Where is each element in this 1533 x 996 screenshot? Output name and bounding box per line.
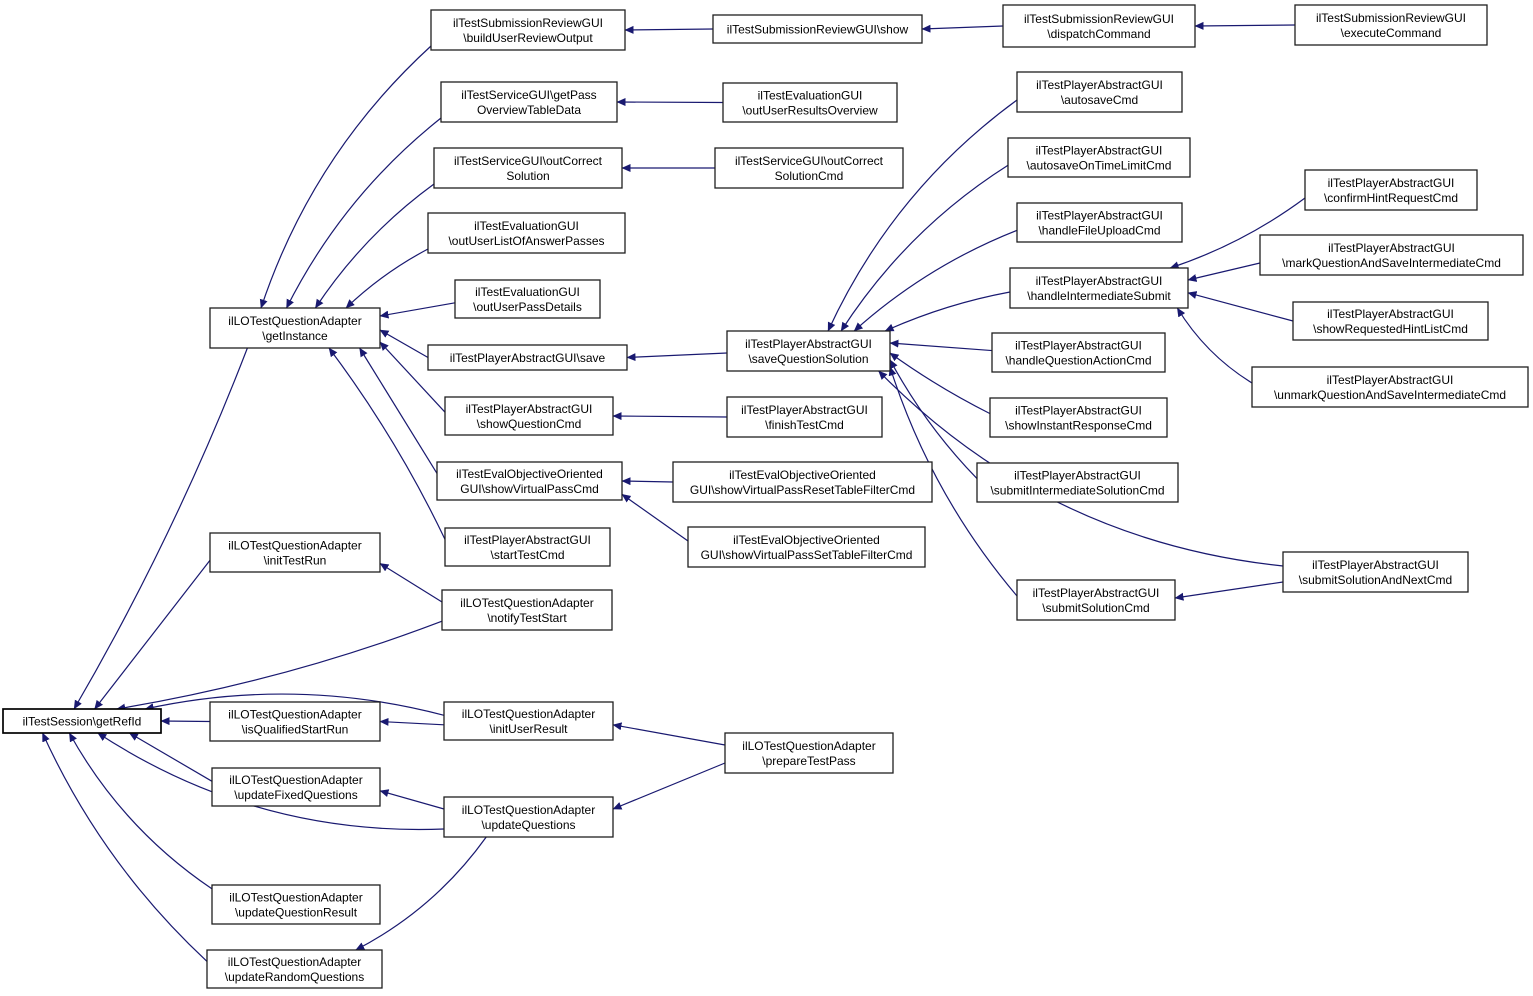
graph-node-handleIntermediateSubmit[interactable] bbox=[1010, 268, 1188, 308]
graph-node-outUserListOfAnswerPasses[interactable] bbox=[428, 213, 625, 253]
node-label-line: ilTestSubmissionReviewGUI bbox=[1023, 12, 1175, 26]
node-label-line: ilLOTestQuestionAdapter bbox=[228, 314, 362, 328]
node-label-line: \initUserResult bbox=[489, 722, 568, 736]
node-label-line: ilTestPlayerAbstractGUI bbox=[1327, 307, 1454, 321]
edge-updateQuestionResult-getRefId bbox=[69, 733, 212, 889]
node-label-line: \getInstance bbox=[262, 329, 328, 343]
node-label-line: ilTestEvalObjectiveOriented bbox=[456, 467, 603, 481]
graph-node-outCorrectSolutionCmd[interactable] bbox=[715, 148, 903, 188]
graph-node-submitIntermediateSolutionCmd[interactable] bbox=[977, 463, 1178, 502]
node-label-line: ilTestEvaluationGUI bbox=[757, 88, 863, 103]
edge-show-buildUserReviewOutput bbox=[625, 29, 713, 30]
node-label-line: \confirmHintRequestCmd bbox=[1323, 191, 1459, 205]
graph-node-outUserPassDetails[interactable] bbox=[455, 280, 600, 318]
node-label-line: \showRequestedHintListCmd bbox=[1313, 322, 1468, 336]
node-label-line: GUI\showVirtualPassCmd bbox=[460, 482, 599, 496]
edge-initTestRun-getRefId bbox=[95, 560, 210, 709]
node-label-line: ilTestEvaluationGUI bbox=[475, 285, 580, 299]
graph-node-getPassOverviewTableData[interactable] bbox=[441, 82, 617, 122]
edge-prepareTestPass-initUserResult bbox=[613, 725, 725, 745]
graph-node-updateQuestionResult[interactable] bbox=[212, 885, 380, 924]
node-label-line: ilTestPlayerAbstractGUI bbox=[741, 403, 868, 417]
edge-showVirtualPassCmd-getInstance bbox=[360, 348, 437, 473]
graph-node-finishTestCmd[interactable] bbox=[727, 397, 882, 437]
node-label-line: ilTestPlayerAbstractGUI bbox=[1312, 558, 1439, 572]
node-label-line: ilTestPlayerAbstractGUI bbox=[745, 337, 872, 351]
edge-prepareTestPass-updateQuestions bbox=[613, 763, 725, 809]
graph-node-handleQuestionActionCmd[interactable] bbox=[992, 333, 1165, 372]
edge-handleIntermediateSubmit-saveQuestionSolution bbox=[885, 292, 1010, 331]
graph-node-confirmHintRequestCmd[interactable] bbox=[1305, 170, 1477, 210]
node-layer bbox=[3, 5, 1528, 988]
node-label-line: SolutionCmd bbox=[774, 169, 844, 183]
graph-node-unmarkQuestionAndSaveIntermediateCmd[interactable] bbox=[1252, 367, 1528, 407]
graph-node-showVirtualPassResetTableFilterCmd[interactable] bbox=[673, 462, 932, 502]
node-label-line: GUI\showVirtualPassResetTableFilterCmd bbox=[689, 483, 916, 497]
node-label-line: \updateRandomQuestions bbox=[224, 970, 365, 984]
node-label-line: \submitSolutionAndNextCmd bbox=[1298, 573, 1453, 587]
edge-initUserResult-isQualifiedStartRun bbox=[380, 722, 444, 725]
graph-node-autosaveCmd[interactable] bbox=[1017, 72, 1182, 112]
node-label-line: \handleQuestionActionCmd bbox=[1005, 353, 1152, 368]
node-label-line: ilTestPlayerAbstractGUI bbox=[1035, 143, 1163, 158]
edge-save-getInstance bbox=[380, 330, 428, 358]
node-label-line: \outUserListOfAnswerPasses bbox=[448, 234, 605, 248]
node-label-line: \handleIntermediateSubmit bbox=[1027, 289, 1171, 303]
graph-node-submitSolutionCmd[interactable] bbox=[1017, 580, 1175, 620]
graph-node-submitSolutionAndNextCmd[interactable] bbox=[1283, 552, 1468, 592]
node-label-line: \autosaveCmd bbox=[1060, 93, 1139, 107]
node-label-line: \unmarkQuestionAndSaveIntermediateCmd bbox=[1273, 388, 1507, 402]
node-label-line: ilTestPlayerAbstractGUI bbox=[1036, 208, 1163, 223]
edge-getInstance-getRefId bbox=[74, 348, 247, 709]
node-label-line: OverviewTableData bbox=[476, 103, 582, 117]
node-label-line: ilTestPlayerAbstractGUI bbox=[465, 402, 593, 416]
node-label-line: ilTestPlayerAbstractGUI bbox=[1326, 373, 1454, 387]
graph-node-markQuestionAndSaveIntermediateCmd[interactable] bbox=[1260, 235, 1523, 275]
node-label-line: ilTestPlayerAbstractGUI bbox=[1328, 241, 1455, 255]
node-label-line: ilTestSubmissionReviewGUI bbox=[1315, 11, 1467, 25]
graph-node-updateRandomQuestions[interactable] bbox=[207, 950, 382, 988]
node-label-line: ilTestPlayerAbstractGUI bbox=[1035, 274, 1163, 288]
graph-node-showInstantResponseCmd[interactable] bbox=[990, 398, 1167, 437]
graph-node-autosaveOnTimeLimitCmd[interactable] bbox=[1008, 138, 1190, 177]
graph-node-buildUserReviewOutput[interactable] bbox=[431, 10, 625, 50]
node-label-line: ilTestSubmissionReviewGUI\show bbox=[726, 22, 909, 37]
node-label-line: \autosaveOnTimeLimitCmd bbox=[1026, 158, 1172, 173]
edge-outUserListOfAnswerPasses-getInstance bbox=[346, 249, 428, 308]
edge-updateQuestions-updateFixedQuestions bbox=[380, 791, 444, 809]
edge-handleFileUploadCmd-saveQuestionSolution bbox=[854, 230, 1017, 331]
node-label-line: ilLOTestQuestionAdapter bbox=[229, 890, 363, 905]
edge-showInstantResponseCmd-saveQuestionSolution bbox=[890, 353, 990, 414]
node-label-line: ilLOTestQuestionAdapter bbox=[227, 955, 362, 969]
node-label-line: ilTestEvalObjectiveOriented bbox=[733, 533, 880, 547]
node-label-line: ilTestPlayerAbstractGUI\save bbox=[449, 351, 606, 365]
graph-node-executeCommand[interactable] bbox=[1295, 5, 1487, 45]
graph-node-getRefId bbox=[3, 709, 161, 733]
node-label-line: ilLOTestQuestionAdapter bbox=[229, 773, 363, 787]
graph-node-updateQuestions[interactable] bbox=[444, 797, 613, 837]
node-label-line: \updateQuestions bbox=[481, 818, 576, 832]
node-label-line: GUI\showVirtualPassSetTableFilterCmd bbox=[700, 548, 913, 562]
edge-executeCommand-dispatchCommand bbox=[1195, 25, 1295, 26]
graph-node-dispatchCommand[interactable] bbox=[1003, 5, 1195, 47]
node-label-line: \updateFixedQuestions bbox=[234, 788, 358, 802]
graph-node-isQualifiedStartRun[interactable] bbox=[210, 702, 380, 741]
node-label-line: \outUserPassDetails bbox=[473, 300, 582, 314]
node-label-line: \updateQuestionResult bbox=[234, 905, 358, 920]
node-label-line: \executeCommand bbox=[1340, 26, 1442, 40]
node-label-line: ilLOTestQuestionAdapter bbox=[461, 707, 596, 721]
edge-submitSolutionAndNextCmd-submitSolutionCmd bbox=[1175, 582, 1283, 598]
node-label-line: \finishTestCmd bbox=[765, 418, 844, 432]
node-label-line: ilTestServiceGUI\getPass bbox=[461, 88, 597, 102]
edge-showVirtualPassResetTableFilterCmd-showVirtualPassCmd bbox=[622, 481, 673, 482]
node-label-line: ilTestPlayerAbstractGUI bbox=[1327, 176, 1455, 190]
graph-node-handleFileUploadCmd[interactable] bbox=[1017, 203, 1182, 242]
graph-node-showRequestedHintListCmd[interactable] bbox=[1293, 302, 1488, 340]
node-label-line: ilLOTestQuestionAdapter bbox=[742, 739, 876, 753]
graph-node-prepareTestPass[interactable] bbox=[725, 733, 893, 773]
node-label-line: \showInstantResponseCmd bbox=[1005, 418, 1152, 433]
node-label-line: ilLOTestQuestionAdapter bbox=[228, 707, 362, 722]
graph-node-showVirtualPassSetTableFilterCmd[interactable] bbox=[688, 527, 925, 567]
node-label-line: \saveQuestionSolution bbox=[748, 352, 869, 366]
graph-node-showVirtualPassCmd[interactable] bbox=[437, 462, 622, 500]
node-label-line: \showQuestionCmd bbox=[476, 417, 582, 431]
node-label-line: \handleFileUploadCmd bbox=[1038, 223, 1161, 238]
node-label-line: ilTestPlayerAbstractGUI bbox=[1015, 338, 1142, 353]
edge-notifyTestStart-getRefId bbox=[117, 621, 442, 709]
edge-updateRandomQuestions-getRefId bbox=[43, 733, 208, 961]
graph-node-outCorrectSolution[interactable] bbox=[434, 148, 622, 188]
edge-outUserPassDetails-getInstance bbox=[380, 303, 455, 316]
edge-saveQuestionSolution-save bbox=[627, 353, 727, 358]
node-label-line: \prepareTestPass bbox=[762, 754, 856, 768]
edge-handleQuestionActionCmd-saveQuestionSolution bbox=[890, 343, 992, 351]
graph-node-showQuestionCmd[interactable] bbox=[445, 397, 613, 435]
node-label-line: ilTestPlayerAbstractGUI bbox=[1014, 468, 1141, 483]
node-label-line: ilLOTestQuestionAdapter bbox=[460, 596, 594, 610]
edge-notifyTestStart-initTestRun bbox=[380, 563, 442, 602]
graph-node-initUserResult[interactable] bbox=[444, 702, 613, 740]
graph-node-getInstance[interactable] bbox=[210, 308, 380, 348]
graph-node-save[interactable] bbox=[428, 345, 627, 370]
node-label-line: \initTestRun bbox=[263, 553, 327, 568]
node-label-line: \submitIntermediateSolutionCmd bbox=[990, 483, 1165, 498]
node-label-line: \notifyTestStart bbox=[487, 611, 567, 625]
node-label-line: \outUserResultsOverview bbox=[742, 103, 878, 118]
edge-isQualifiedStartRun-getRefId bbox=[161, 721, 210, 722]
edge-finishTestCmd-showQuestionCmd bbox=[613, 416, 727, 417]
graph-node-saveQuestionSolution[interactable] bbox=[727, 331, 890, 371]
node-label-line: \submitSolutionCmd bbox=[1042, 601, 1150, 615]
edge-outUserResultsOverview-getPassOverviewTableData bbox=[617, 102, 723, 103]
graph-node-initTestRun[interactable] bbox=[210, 533, 380, 572]
node-label-line: ilTestEvalObjectiveOriented bbox=[729, 468, 876, 482]
node-label-line: ilTestServiceGUI\outCorrect bbox=[734, 154, 884, 168]
node-label-line: \dispatchCommand bbox=[1047, 27, 1151, 41]
edge-dispatchCommand-show bbox=[922, 26, 1003, 29]
edge-startTestCmd-getInstance bbox=[329, 348, 445, 539]
node-label-line: ilTestPlayerAbstractGUI bbox=[1032, 586, 1160, 600]
edge-markQuestionAndSaveIntermediateCmd-handleIntermediateSubmit bbox=[1188, 263, 1260, 280]
node-label-line: ilTestServiceGUI\outCorrect bbox=[453, 154, 603, 168]
edge-showRequestedHintListCmd-handleIntermediateSubmit bbox=[1188, 293, 1293, 321]
graph-node-startTestCmd[interactable] bbox=[445, 528, 610, 566]
node-label-line: ilLOTestQuestionAdapter bbox=[228, 538, 362, 553]
node-label-line: ilTestSubmissionReviewGUI bbox=[452, 16, 604, 30]
edge-getPassOverviewTableData-getInstance bbox=[287, 118, 442, 308]
graph-node-notifyTestStart[interactable] bbox=[442, 590, 612, 630]
node-label-line: ilTestEvaluationGUI bbox=[474, 219, 579, 233]
edge-buildUserReviewOutput-getInstance bbox=[261, 46, 431, 308]
node-label-line: ilTestPlayerAbstractGUI bbox=[1015, 403, 1142, 418]
node-label-line: ilLOTestQuestionAdapter bbox=[461, 803, 596, 817]
graph-node-outUserResultsOverview[interactable] bbox=[723, 83, 897, 122]
edge-submitIntermediateSolutionCmd-saveQuestionSolution bbox=[890, 360, 977, 479]
edge-outCorrectSolution-getInstance bbox=[315, 184, 434, 308]
node-label-line: \isQualifiedStartRun bbox=[241, 722, 349, 737]
node-label-line: ilTestPlayerAbstractGUI bbox=[464, 533, 591, 547]
node-label-line: Solution bbox=[506, 169, 550, 183]
graph-node-show[interactable] bbox=[713, 15, 922, 43]
node-label-line: ilTestSession\getRefId bbox=[22, 714, 142, 729]
edge-autosaveOnTimeLimitCmd-saveQuestionSolution bbox=[841, 165, 1008, 331]
edge-unmarkQuestionAndSaveIntermediateCmd-handleIntermediateSubmit bbox=[1177, 308, 1252, 383]
graph-node-updateFixedQuestions[interactable] bbox=[212, 768, 380, 806]
node-label-line: \markQuestionAndSaveIntermediateCmd bbox=[1282, 256, 1501, 270]
node-label-line: \buildUserReviewOutput bbox=[463, 31, 593, 45]
node-label-line: ilTestPlayerAbstractGUI bbox=[1036, 78, 1163, 92]
node-label-line: \startTestCmd bbox=[490, 548, 565, 562]
